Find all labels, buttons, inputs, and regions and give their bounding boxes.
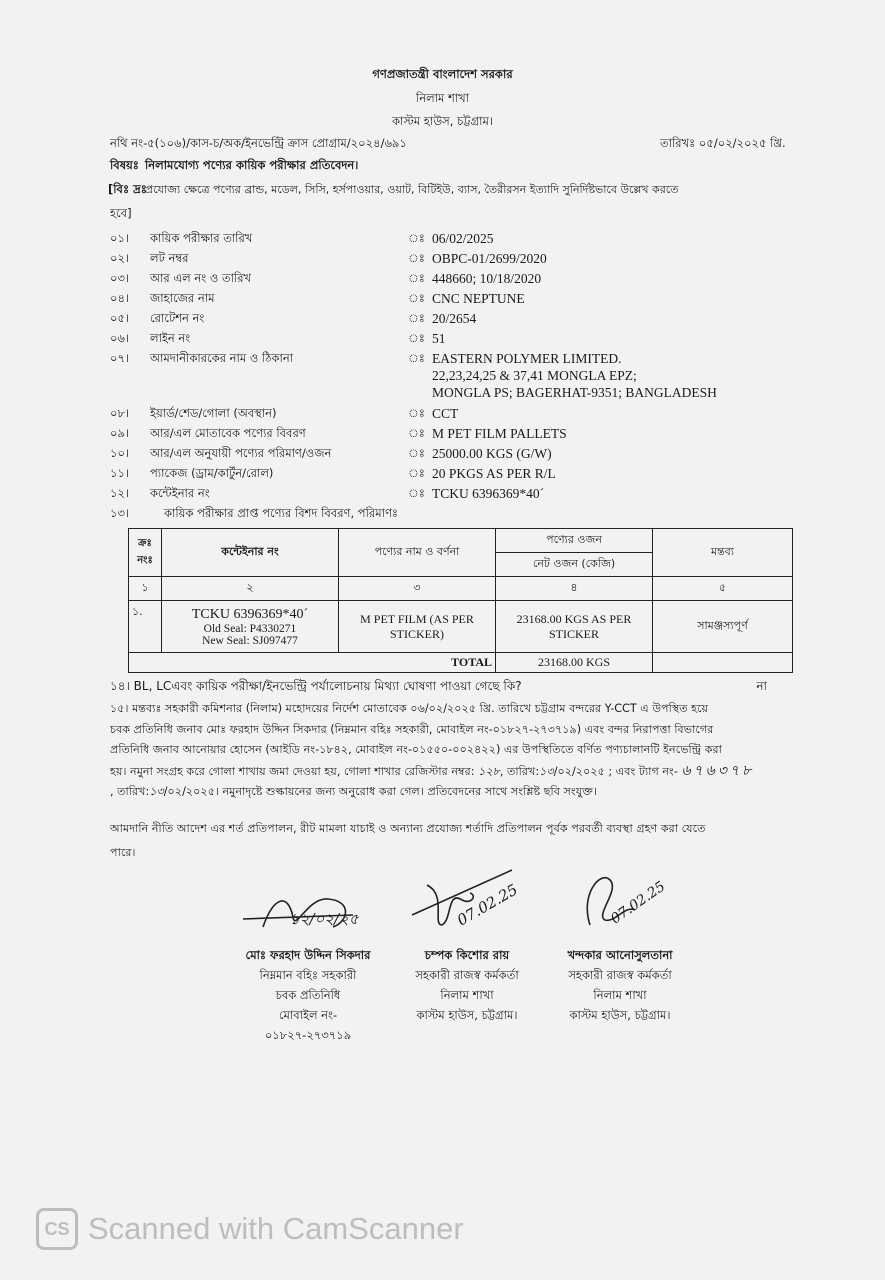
text: , তারিখ: [499,764,540,778]
item-14-answer: না [756,679,767,693]
item-row [110,250,790,270]
value-line: 51 [432,331,446,346]
signatory-line: নিলাম শাখা [440,987,494,1002]
value-line: 20 PKGS AS PER R/L [432,466,556,481]
value-line: CCT [432,406,459,421]
value-line: EASTERN POLYMER LIMITED. [432,351,622,366]
cell-sl: ১. [129,601,162,653]
cell-goods: M PET FILM (AS PER STICKER) [339,601,496,653]
inspection-table [128,528,793,673]
value-line: TCKU 6396369*40´ [432,486,545,501]
signature-date: 07.02.25 [453,880,521,929]
item-label: ইয়ার্ড/শেড/গোলা (অবস্থান) [150,406,277,420]
signatory-line: সহকারী রাজস্ব কর্মকর্তা [568,967,672,982]
item-row [110,230,790,250]
total-remarks [653,653,793,673]
item-number: ১২। [110,486,130,500]
item-row [110,465,790,485]
old-seal: Old Seal: P4330271 [203,622,297,635]
header-remarks: মন্তব্য [653,529,793,577]
header-government: গণপ্রজাতন্ত্রী বাংলাদেশ সরকার [372,67,513,81]
item-label: আর এল নং ও তারিখ [150,271,252,285]
item-colon: ঃ [408,466,425,480]
header-net-weight: নেট ওজন (কেজি) [496,553,653,577]
value-line: M PET FILM PALLETS [432,426,567,441]
item-label: প্যাকেজ (ড্রাম/কার্টুন/রোল) [150,466,274,480]
item-number: ০২। [110,251,130,265]
value-line: 06/02/2025 [432,231,494,246]
subject-label: বিষয়ঃ [110,158,139,172]
signatory-line: মোবাইল নং- [278,1007,338,1022]
remarks-line: চবক প্রতিনিধি জনাব মোঃ ফরহাদ উদ্দিন সিকদার (নিম্নমান বহিঃ সহকারী, মোবাইল নং-০১৮২৭-২৭৩৭১৯) এবং বন্দর নিরাপত্তা বিভাগের [110,722,714,736]
item-row [110,310,790,330]
item-row [110,270,790,290]
register-date-day: ১৩ [539,764,554,778]
item-row [110,425,790,445]
value-line: MONGLA PS; BAGERHAT-9351; BANGLADESH [432,385,717,400]
item-colon: ঃ [408,351,425,365]
col-number: ২ [162,577,339,601]
header-sl: ক্রঃ নংঃ [129,529,162,577]
item-colon: ঃ [408,291,425,305]
item-number: ০৪। [110,291,130,305]
signatory-2 [392,865,542,1025]
item-number: ০৩। [110,271,130,285]
header-section: নিলাম শাখা [415,91,470,105]
item-label: কন্টেইনার নং [150,486,210,500]
tag-date-day: ১৩ [149,785,164,798]
item-row [110,405,790,425]
item-13 [110,505,790,525]
item-value [432,445,552,462]
subject: নিলামযোগ্য পণ্যের কায়িক পরীক্ষার প্রতিবেদন। [145,158,359,172]
item-colon: ঃ [408,446,425,460]
item-label: আর/এল মোতাবেক পণ্যের বিবরণ [150,426,306,440]
col-number: ৫ [653,577,793,601]
item-number: ০৮। [110,406,130,420]
signatory-name: খন্দকার আনোসুলতানা [567,947,673,962]
item-label: লট নম্বর [150,251,189,265]
signatory-line: কাস্টম হাউস, চট্টগ্রাম। [416,1007,518,1022]
closing-line: আমদানি নীতি আদেশ এর শর্ত প্রতিপালন, রীট মামলা যাচাই ও অন্যান্য প্রযোজ্য শর্তাদি প্রতিপালন পূর্বক পরবর্তী ব্যবস্থা গ্রহণ করা যেতে [110,821,706,835]
item-value [432,350,717,401]
signatory-1 [228,887,388,1045]
header-container: কন্টেইনার নং [162,529,339,577]
item-value [432,290,525,307]
item-colon: ঃ [408,406,425,420]
lower-section [110,528,810,1045]
watermark-text: Scanned with CamScanner [88,1211,464,1246]
value-line: 25000.00 KGS (G/W) [432,446,552,461]
document-date: তারিখঃ ০৫/০২/২০২৫ খ্রি. [660,136,786,150]
item-colon: ঃ [408,251,425,265]
signatory-line: কাস্টম হাউস, চট্টগ্রাম। [569,1007,671,1022]
remarks-line: ১৫। মন্তব্যঃ সহকারী কমিশনার (নিলাম) মহোদয়ের নির্দেশ মোতাবেক ০৬/০২/২০২৫ খ্রি. তারিখে চট্টগ্রাম বন্দরের Y-CCT এ উপস্থিত হয়ে [110,702,709,715]
item-label: জাহাজের নাম [150,291,215,305]
tag-number: ৬৭৬৩৭৮ [681,762,755,779]
item-number: ১০। [110,446,130,460]
signatory-3 [545,865,695,1025]
value-line: 22,23,24,25 & 37,41 MONGLA EPZ; [432,368,637,383]
item-colon: ঃ [408,486,425,500]
remarks-line [110,782,810,803]
item-14 [110,677,810,695]
item-row [110,485,790,505]
signature-date: ১২/০২/২৫ [290,909,359,928]
item-value [432,330,446,347]
closing-line: পারে। [110,845,136,859]
item-row [110,330,790,350]
remarks-line: প্রতিনিধি জনাব আনোয়ার হোসেন (আইডি নং-১৮৪২, মোবাইল নং-০১৫৫০-০০২৪২২) এর উপস্থিতিতে বর্ণিত পণ্যচালানটি ইনভেন্ট্রি করা [110,743,722,756]
item-label: লাইন নং [150,331,191,345]
item-label: কায়িক পরীক্ষার তারিখ [150,231,253,245]
value-line: OBPC-01/2699/2020 [432,251,547,266]
item-value [432,250,547,267]
item-row [110,290,790,310]
header-weight: পণ্যের ওজন [496,529,653,553]
signature-date: 07.02.25 [608,878,669,927]
signatory-line: ০১৮২৭-২৭৩৭১৯ [264,1027,352,1042]
item-number: ০১। [110,231,130,245]
col-number: ১ [129,577,162,601]
item-value [432,230,494,247]
text: , তারিখ: [110,785,150,798]
item-value [432,425,567,442]
note-text: প্রযোজ্য ক্ষেত্রে পণ্যের ব্রান্ড, মডেল, সিসি, হর্সপাওয়ার, ওয়াট, বিটিইউ, ব্যাস, তৈরীরসন ইত্যাদি সুনির্দিষ্টভাবে উল্লেখ করতে [145,183,679,196]
item-number: ১১। [110,466,130,480]
item-number: ১৩। [110,506,130,520]
item-label: আমদানীকারকের নাম ও ঠিকানা [150,351,294,365]
note-end: হবে] [110,206,132,220]
item-value [432,485,544,502]
item-value [432,465,556,482]
signature-area [545,865,695,945]
item-label: রোটেশন নং [150,311,205,325]
text: হয়। নমুনা সংগ্রহ করে গোলা শাখায় জমা দেওয়া হয়, গোলা শাখার রেজিস্টার নম্বর: [110,764,475,778]
item-row [110,350,790,400]
cell-container [162,601,339,653]
item-value [432,405,458,422]
cell-remarks: সামঞ্জস্যপূর্ণ [653,601,793,653]
value-line: 448660; 10/18/2020 [432,271,542,286]
item-row [110,445,790,465]
col-number: ৩ [339,577,496,601]
register-number: ১২৮ [478,764,500,778]
item-number: ০৭। [110,351,130,365]
header-office: কাস্টম হাউস, চট্টগ্রাম। [391,114,493,128]
signature-area [392,865,542,945]
item-colon: ঃ [408,311,425,325]
item-colon: ঃ [408,331,425,345]
note-label: [বিঃ দ্রঃ [108,182,147,196]
item-colon: ঃ [408,426,425,440]
signature-block [110,878,810,1045]
item-number: ০৯। [110,426,130,440]
cell-weight: 23168.00 KGS AS PER STICKER [496,601,653,653]
total-value: 23168.00 KGS [496,653,653,673]
reference-number: নথি নং-৫(১০৬)/কাস-চ/অক/ইনভেন্ট্রি ক্রাস প্রোগ্রাম/২০২৪/৬৯১ [110,136,407,150]
item-number: ০৫। [110,311,130,325]
item-colon: ঃ [408,271,425,285]
new-seal: New Seal: SJ097477 [202,634,298,647]
value-line: CNC NEPTUNE [432,291,525,306]
closing-paragraph [110,817,810,865]
signatory-line: চবক প্রতিনিধি [275,987,341,1002]
signatory-line: নিলাম শাখা [593,987,647,1002]
signatory-line: সহকারী রাজস্ব কর্মকর্তা [415,967,519,982]
value-line: 20/2654 [432,311,477,326]
signatory-name: মোঃ ফরহাদ উদ্দিন সিকদার [245,947,371,962]
text: /০২/২০২৫ ; এবং ট্যাগ নং- [553,764,678,778]
camscanner-watermark [36,1208,464,1250]
col-number: ৪ [496,577,653,601]
signatory-name: চম্পক কিশোর রায় [424,947,510,962]
item-label: আর/এল অনুযায়ী পণ্যের পরিমাণ/ওজন [150,446,332,460]
text: /০২/২০২৫। নমুনাদৃষ্টে শুল্কায়নের জন্য অনুরোধ করা গেল। প্রতিবেদনের সাথে সংশ্লিষ্ট ছবি সংযুক্ত। [163,785,598,798]
remarks-line [110,761,810,783]
signatory-line: নিম্নমান বহিঃ সহকারী [259,967,357,982]
item-value [432,310,476,327]
container-number: TCKU 6396369*40´ [191,606,309,622]
item-number: ০৬। [110,331,130,345]
item-14-question: ১৪। BL, LCএবং কায়িক পরীক্ষা/ইনভেন্ট্রি পর্যালোচনায় মিথ্যা ঘোষণা পাওয়া গেছে কি? [110,679,522,693]
signature-area [228,887,388,945]
table-row [129,601,793,653]
item-label: কায়িক পরীক্ষার প্রাপ্ত পণ্যের বিশদ বিবরণ, পরিমাণঃ [164,506,399,520]
item-colon: ঃ [408,231,425,245]
camscanner-logo-icon: CS [36,1208,78,1250]
total-label: TOTAL [129,653,496,673]
item-15-remarks [110,699,810,803]
header-goods: পণ্যের নাম ও বর্ণনা [339,529,496,577]
item-value [432,270,541,287]
